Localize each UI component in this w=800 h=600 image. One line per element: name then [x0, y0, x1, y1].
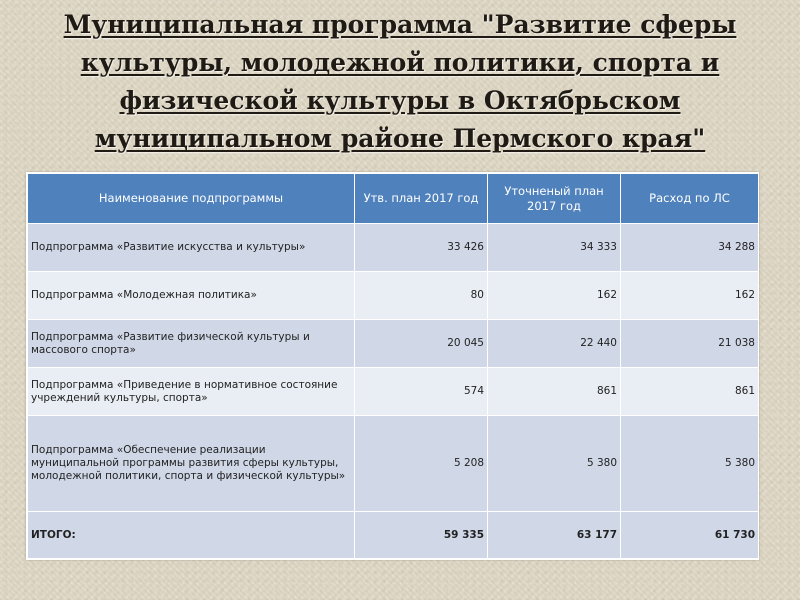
row-revised: 861	[488, 368, 621, 416]
row-name: Подпрограмма «Развитие искусства и культуры»	[28, 224, 355, 272]
row-revised: 5 380	[488, 416, 621, 512]
row-expense: 5 380	[621, 416, 759, 512]
budget-table	[27, 173, 759, 559]
table-row	[28, 272, 759, 320]
table-row	[28, 416, 759, 512]
total-row	[28, 512, 759, 559]
table-row	[28, 224, 759, 272]
total-label: ИТОГО:	[28, 512, 355, 559]
table-row	[28, 368, 759, 416]
header-revised: Уточненый план 2017 год	[488, 174, 621, 224]
slide-title: Муниципальная программа "Развитие сферы культуры, молодежной политики, спорта и физической культуры в Октябрьском муниципальном районе Пермского края"	[63, 10, 737, 153]
row-revised: 34 333	[488, 224, 621, 272]
row-name: Подпрограмма «Развитие физической культуры и массового спорта»	[28, 320, 355, 368]
header-expense: Расход по ЛС	[621, 174, 759, 224]
table-header-row	[28, 174, 759, 224]
row-revised: 162	[488, 272, 621, 320]
row-plan: 80	[355, 272, 488, 320]
row-revised: 22 440	[488, 320, 621, 368]
total-expense: 61 730	[621, 512, 759, 559]
total-plan: 59 335	[355, 512, 488, 559]
row-expense: 34 288	[621, 224, 759, 272]
row-name: Подпрограмма «Приведение в нормативное состояние учреждений культуры, спорта»	[28, 368, 355, 416]
header-plan: Утв. план 2017 год	[355, 174, 488, 224]
row-plan: 20 045	[355, 320, 488, 368]
row-plan: 5 208	[355, 416, 488, 512]
table-row	[28, 320, 759, 368]
row-expense: 861	[621, 368, 759, 416]
header-name: Наименование подпрограммы	[28, 174, 355, 224]
total-revised: 63 177	[488, 512, 621, 559]
row-plan: 33 426	[355, 224, 488, 272]
row-expense: 21 038	[621, 320, 759, 368]
row-name: Подпрограмма «Молодежная политика»	[28, 272, 355, 320]
budget-table-container	[26, 172, 759, 560]
row-name: Подпрограмма «Обеспечение реализации муниципальной программы развития сферы культуры, молодежной политики, спорта и физической культуры»	[28, 416, 355, 512]
row-expense: 162	[621, 272, 759, 320]
row-plan: 574	[355, 368, 488, 416]
